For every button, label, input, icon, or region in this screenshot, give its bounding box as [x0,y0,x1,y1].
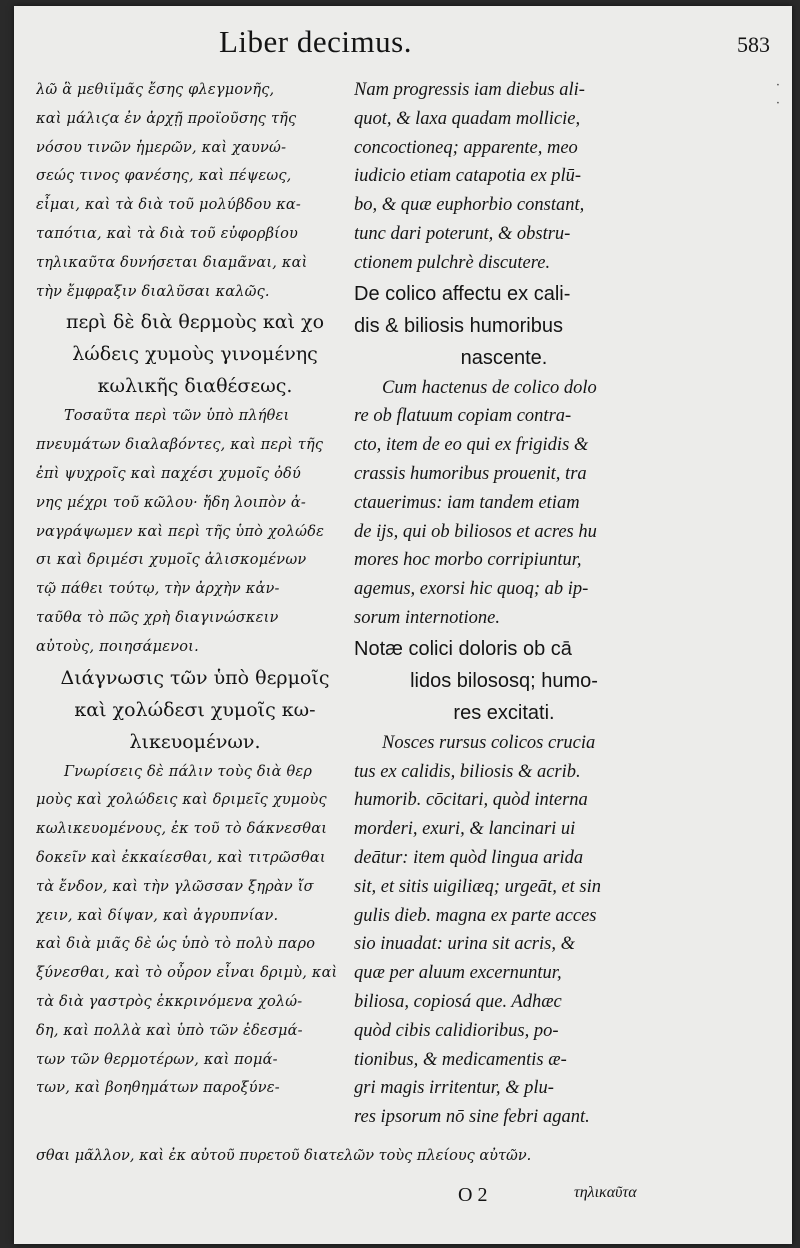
text-line: morderi, exuri, & lancinari ui [354,819,576,840]
text-line: biliosa, copiosá que. Adhæc [354,991,562,1012]
text-line: καὶ διὰ μιᾶς δὲ ὡς ὑπὸ τὸ πολὺ παρο [36,936,316,953]
text-line: ctionem pulchrè discutere. [354,252,551,273]
text-line: πνευμάτων διαλαβόντες, καὶ περὶ τῆς [36,437,324,454]
text-line: quòd cibis calidioribus, po- [354,1020,559,1041]
text-line: τηλικαῦτα δυνήσεται διαμᾶναι, καὶ [36,254,308,271]
latin-paragraph-2 [354,374,654,633]
text-line: ναγράψωμεν καὶ περὶ τῆς ὑπὸ χολώδε [36,523,325,540]
latin-paragraph-3 [354,729,654,1132]
text-line: εἶμαι, καὶ τὰ διὰ τοῦ μολύβδου κα- [36,197,302,214]
heading-line: dis & biliosis humoribus [354,314,563,337]
heading-line: De colico affectu ex cali- [354,282,571,305]
text-line: tionibus, & medicamentis æ- [354,1049,567,1070]
running-title: Liber decimus. [219,24,412,59]
text-line: humorib. cōcitari, quòd interna [354,790,588,811]
heading-line: λικευομένων. [129,730,261,753]
text-line: agemus, exorsi hic quoq; ab ip- [354,579,589,600]
text-line: κωλικευομένους, ἐκ τοῦ τὸ δάκνεσθαι [36,821,328,838]
text-line: σεώς τινος φανέσης, καὶ πέψεως, [36,168,292,185]
text-line: quæ per aluum excernuntur, [354,963,562,984]
text-line: των τῶν θερμοτέρων, καὶ πομά- [36,1051,278,1068]
text-line: Τοσαῦτα περὶ τῶν ὑπὸ πλήθει [64,408,290,425]
text-line: Nosces rursus colicos crucia [382,732,596,753]
text-line: Cum hactenus de colico dolo [382,377,597,398]
text-line: res ipsorum nō sine febri agant. [354,1107,590,1128]
text-line: cto, item de eo qui ex frigidis & [354,435,589,456]
text-line: sorum internotione. [354,607,500,628]
text-line: re ob flatuum copiam contra- [354,406,572,427]
text-line: αὐτοὺς, ποιησάμενοι. [36,638,199,655]
text-line: concoctioneq; apparente, meo [354,137,578,158]
greek-column [36,76,354,1103]
text-line: quot, & laxa quadam mollicie, [354,108,581,129]
text-line: μοὺς καὶ χολώδεις καὶ δριμεῖς χυμοὺς [36,792,327,809]
greek-heading-1 [36,306,354,402]
text-line: δη, καὶ πολλὰ καὶ ὑπὸ τῶν ἐδεσμά- [36,1022,303,1039]
heading-line: Notæ colici doloris ob cā [354,637,572,660]
book-page [14,6,792,1244]
text-line: gri magis irritentur, & plu- [354,1078,554,1099]
heading-line: nascente. [460,346,548,369]
text-line: ταῦθα τὸ πῶς χρὴ διαγινώσκειν [36,609,279,626]
text-line: καὶ μάλιϛα ἐν ἀρχῇ προϊοῦσης τῆς [36,110,297,127]
greek-paragraph-3 [36,758,354,1104]
greek-heading-2 [36,662,354,758]
latin-heading-2 [354,633,654,729]
text-line: νόσου τινῶν ἡμερῶν, καὶ χαυνώ- [36,139,287,156]
greek-paragraph-2 [36,402,354,661]
text-line: σι καὶ δριμέσι χυμοῖς ἀλισκομένων [36,552,307,569]
heading-line: καὶ χολώδεσι χυμοῖς κω- [74,698,316,721]
heading-line: Διάγνωσις τῶν ὑπὸ θερμοῖς [60,666,330,689]
text-line: ctauerimus: iam tandem etiam [354,492,580,513]
text-line: τὰ διὰ γαστρὸς ἐκκρινόμενα χολώ- [36,993,303,1010]
greek-tail-line: σθαι μᾶλλον, καὶ ἐκ αὐτοῦ πυρετοῦ διατελῶν τοὺς πλείους αὐτῶν. [36,1148,532,1164]
text-line: de ijs, qui ob biliosos et acres hu [354,521,597,542]
text-line: δοκεῖν καὶ ἐκκαίεσθαι, καὶ τιτρῶσθαι [36,849,326,866]
text-line: ἐπὶ ψυχροῖς καὶ παχέσι χυμοῖς ὀδύ [36,465,301,482]
margin-dot-icon: · [775,78,780,93]
text-line: sit, et sitis uigiliæq; urgeāt, et sin [354,876,602,897]
latin-paragraph-1 [354,76,654,278]
text-line: gulis dieb. magna ex parte acces [354,905,597,926]
text-line: bo, & quæ euphorbio constant, [354,195,585,216]
text-line: ξύνεσθαι, καὶ τὸ οὖρον εἶναι δριμὺ, καὶ [36,965,338,982]
heading-line: κωλικῆς διαθέσεως. [97,375,293,398]
latin-heading-1 [354,278,654,374]
heading-line: lidos bilososq; humo- [410,669,598,692]
latin-column [354,76,654,1132]
page-header [14,20,792,70]
text-line: νης μέχρι τοῦ κῶλου· ἤδη λοιπὸν ἀ- [36,494,306,511]
text-line: Γνωρίσεις δὲ πάλιν τοὺς διὰ θερ [64,763,313,780]
text-line: χειν, καὶ δίψαν, καὶ ἀγρυπνίαν. [36,907,279,924]
catchword: τηλικαῦτα [574,1184,637,1201]
text-line: Nam progressis iam diebus ali- [354,80,585,100]
text-line: tus ex calidis, biliosis & acrib. [354,761,581,782]
text-line: των, καὶ βοηθημάτων παροξύνε- [36,1080,280,1097]
text-line: crassis humoribus prouenit, tra [354,463,587,484]
heading-line: περὶ δὲ διὰ θερμοὺς καὶ χο [65,311,325,334]
greek-paragraph-1 [36,76,354,306]
text-line: sio inuadat: urina sit acris, & [354,934,575,955]
page-number: 583 [737,32,770,57]
text-line: deātur: item quòd lingua arida [354,847,584,868]
text-line: tunc dari poterunt, & obstru- [354,223,571,244]
text-line: mores hoc morbo corripiuntur, [354,550,582,571]
heading-line: λώδεις χυμοὺς γινομένης [72,343,318,366]
signature-mark: O 2 [458,1184,488,1206]
margin-dot-icon: · [775,96,780,111]
heading-line: res excitati. [453,701,555,724]
text-line: λῶ ἃ μεθιϊμᾶς ἔσης φλεγμονῆς, [36,82,275,98]
text-line: τὴν ἔμφραξιν διαλῦσαι καλῶς. [36,283,270,300]
text-line: τὰ ἔνδον, καὶ τὴν γλῶσσαν ξηρὰν ἴσ [36,878,314,895]
text-line: iudicio etiam catapotia ex plū- [354,166,582,187]
page-footer [14,1184,792,1214]
text-line: τῷ πάθει τούτῳ, τὴν ἀρχὴν κἀν- [36,581,280,598]
text-line: ταπότια, καὶ τὰ διὰ τοῦ εὐφορβίου [36,225,299,242]
